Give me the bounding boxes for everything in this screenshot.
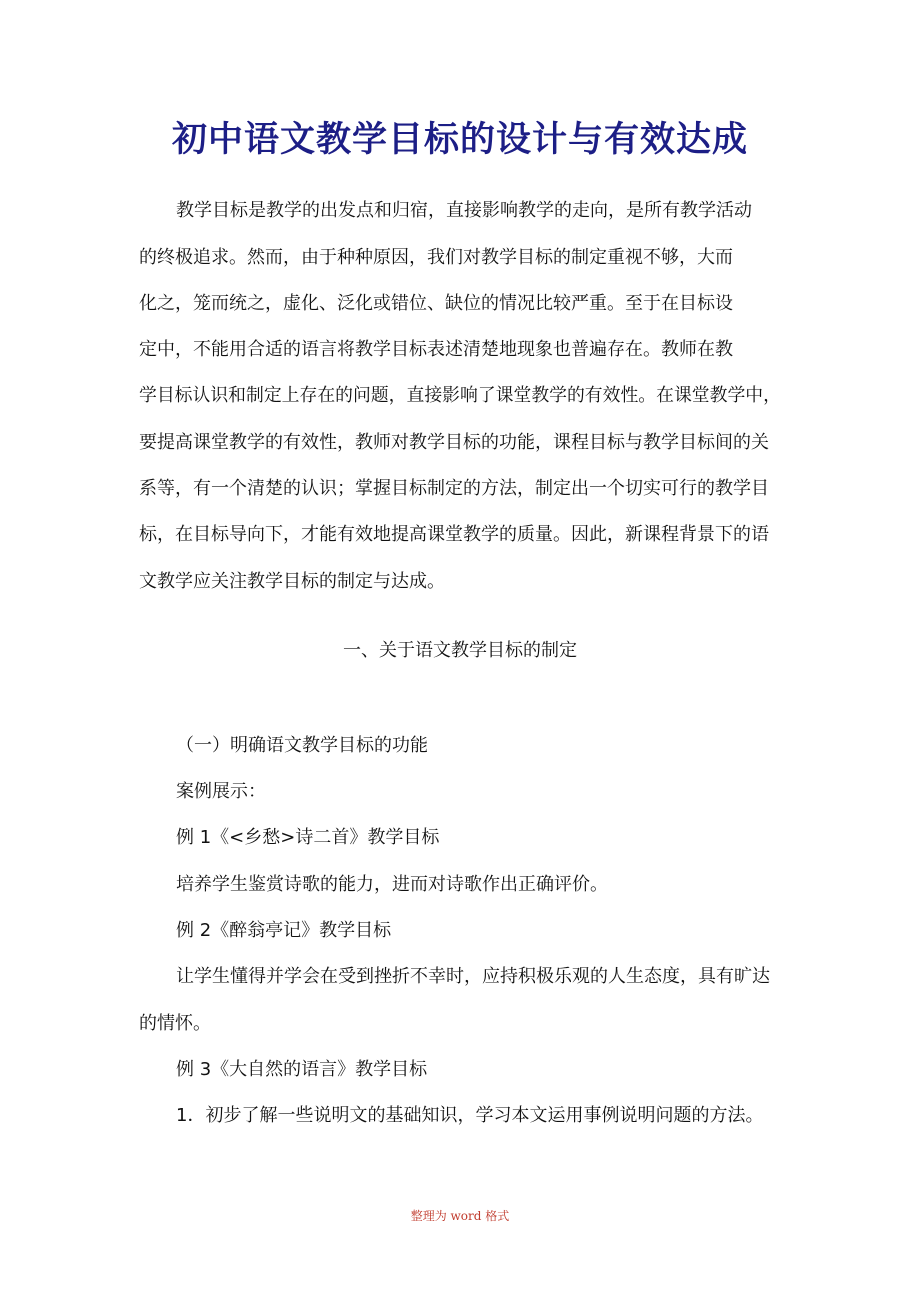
document-title: 初中语文教学目标的设计与有效达成 [171, 119, 748, 160]
intro-line-1: 教学目标是教学的出发点和归宿，直接影响教学的走向，是所有教学活动 [176, 200, 752, 221]
example-2-title: 例 2《醉翁亭记》教学目标 [176, 920, 392, 941]
example-1-title: 例 1《<乡愁>诗二首》教学目标 [176, 827, 440, 848]
example-2-text-line-1: 让学生懂得并学会在受到挫折不幸时，应持积极乐观的人生态度，具有旷达 [176, 966, 770, 987]
example-3-title: 例 3《大自然的语言》教学目标 [176, 1059, 428, 1080]
intro-line-2: 的终极追求。然而，由于种种原因，我们对教学目标的制定重视不够，大而 [139, 247, 733, 268]
intro-line-3: 化之，笼而统之，虚化、泛化或错位、缺位的情况比较严重。至于在目标设 [139, 293, 733, 314]
intro-line-6: 要提高课堂教学的有效性，教师对教学目标的功能，课程目标与教学目标间的关 [139, 432, 769, 453]
intro-line-7: 系等，有一个清楚的认识；掌握目标制定的方法，制定出一个切实可行的教学目 [139, 478, 769, 499]
intro-line-8: 标，在目标导向下，才能有效地提高课堂教学的质量。因此，新课程背景下的语 [139, 524, 769, 545]
intro-line-4: 定中，不能用合适的语言将教学目标表述清楚地现象也普遍存在。教师在教 [139, 339, 733, 360]
example-1-text: 培养学生鉴赏诗歌的能力，进而对诗歌作出正确评价。 [176, 874, 608, 895]
example-2-text-line-2: 的情怀。 [139, 1013, 211, 1034]
case-label: 案例展示： [176, 781, 266, 802]
section-heading: 一、关于语文教学目标的制定 [343, 640, 577, 661]
example-3-item-1: 1．初步了解一些说明文的基础知识，学习本文运用事例说明问题的方法。 [176, 1105, 764, 1126]
subsection-heading: （一）明确语文教学目标的功能 [176, 735, 428, 756]
intro-line-9: 文教学应关注教学目标的制定与达成。 [139, 571, 445, 592]
page-footer: 整理为 word 格式 [410, 1209, 510, 1223]
intro-line-5: 学目标认识和制定上存在的问题，直接影响了课堂教学的有效性。在课堂教学中， [139, 385, 781, 406]
